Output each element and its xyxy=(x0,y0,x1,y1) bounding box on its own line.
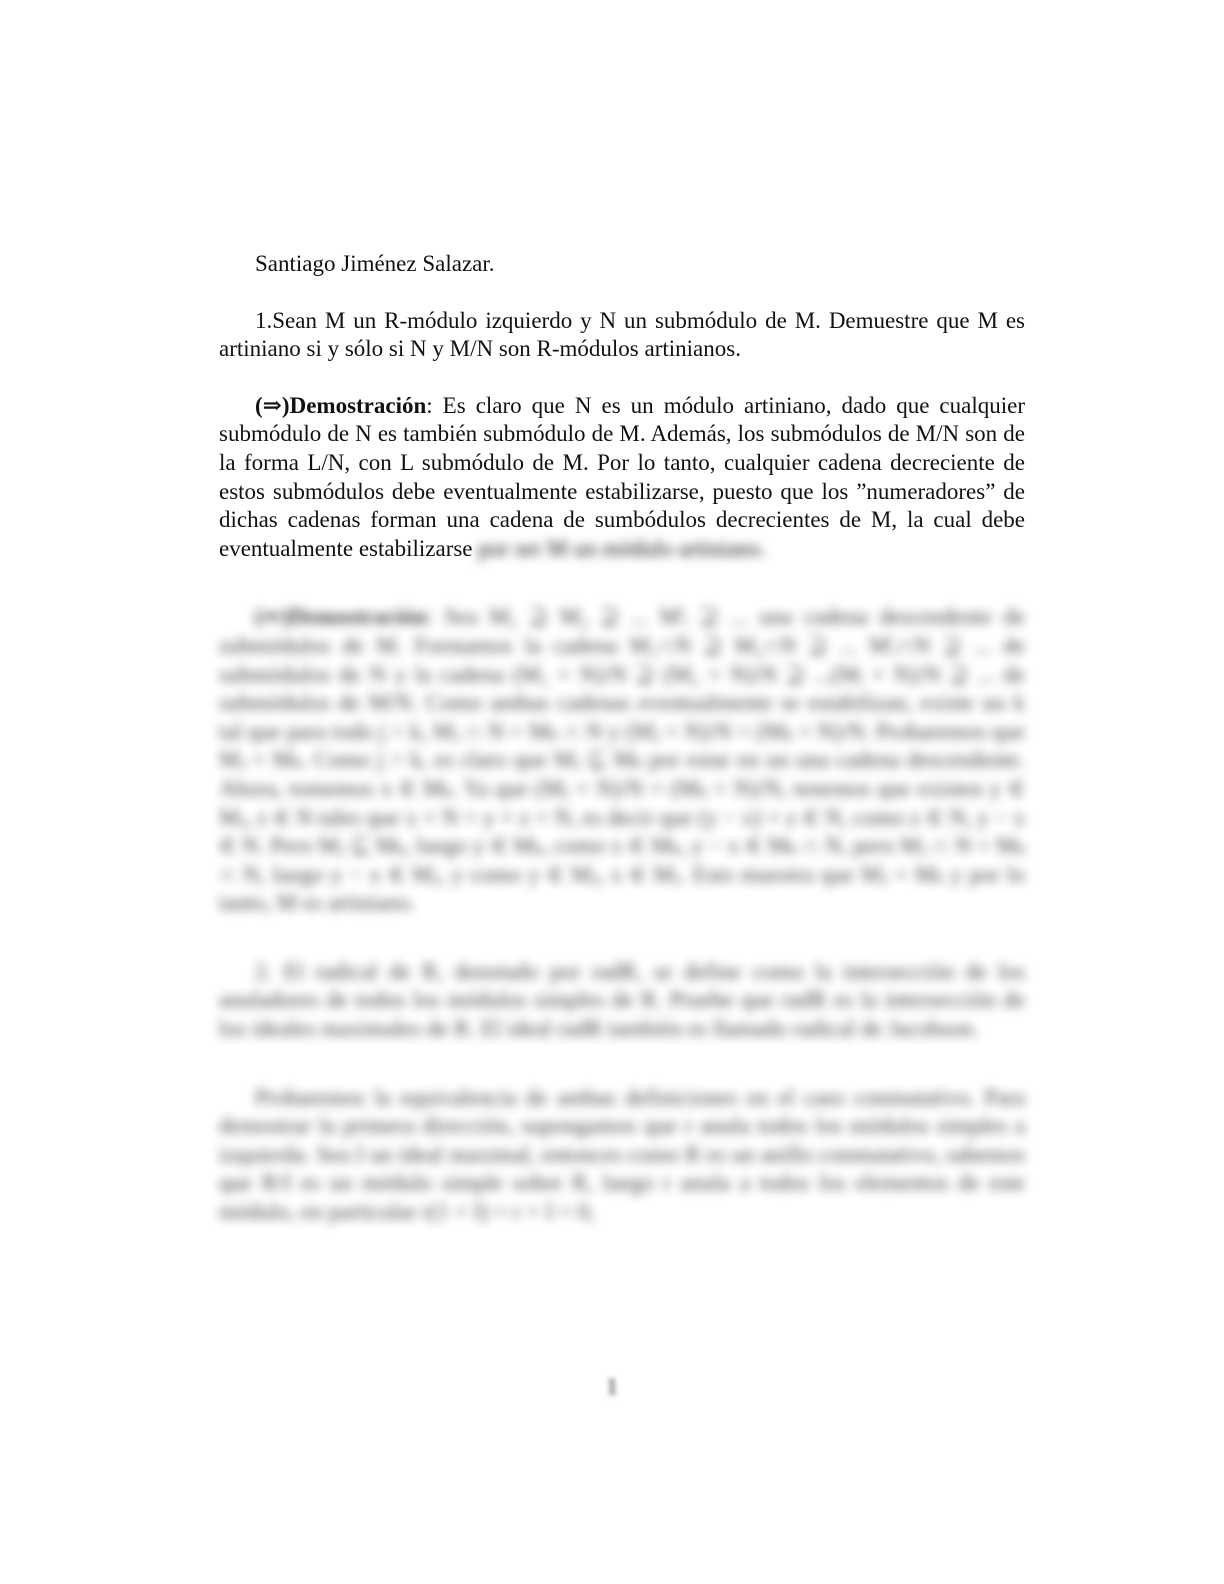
author-name: Santiago Jiménez Salazar. xyxy=(255,251,495,276)
problem-1-statement: 1.Sean M un R-módulo izquierdo y N un submódulo de M. Demuestre que M es artiniano si y sólo si N y M/N son R-módulos artinianos. xyxy=(219,307,1025,362)
proof-forward-last-line: por ser M un módulo artiniano. xyxy=(478,535,766,561)
proof-2: Probaremos la equivalencia de ambas definiciones en el caso conmutativo. Para demostrar la primera dirección, supongamos que r anula todos los módulos simples a izquierda. Sea I un ideal maximal, entonces como R es un anillo conmutativo, sabemos que R/I es un módulo simple sobre R, luego r anula a todos los elementos de este módulo, en particular r(1 + I) = r + I = 0, xyxy=(219,1084,1025,1225)
proof-backward-label: (⇐)Demostración xyxy=(255,604,427,630)
page-number: 1 xyxy=(606,1374,618,1399)
proof-backward xyxy=(219,603,1025,918)
proof-forward-text: : Es claro que N es un módulo artiniano, dado que cualquier submódulo de N es también submódulo de M. Además, los submódulos de M/N son de la forma L/N, con L submódulo de M. Por lo tanto, cualquier cadena decreciente de estos submódulos debe eventualmente estabilizarse, puesto que los ”numeradores” de dichas cadenas forman una cadena de sumbódulos decrecientes de M, la cual debe eventualmente estabilizarse xyxy=(219,392,1025,561)
proof-forward-label: (⇒)Demostración xyxy=(255,392,427,418)
document-body xyxy=(219,250,1025,1255)
problem-2-statement: 2. El radical de R, denotado por radR, se define como la intersección de los anuladores de todos los módulos simples de R. Pruebe que radR es la intersección de los ideales maximales de R. El ideal radR también es llamado radical de Jacobson. xyxy=(219,958,1025,1042)
proof-backward-text: : Sea M₁ ⊇ M₂ ⊇ ... M'ᵢ ⊇ ... una cadena descendente de submódulos de M. Formamos la cadena M₁∩N ⊇ M₂∩N ⊇ ... M'ᵢ∩N ⊇ ... de submódulos de N y la cadena (M₁ + N)/N ⊇ (M₂ + N)/N ⊇ ...(Mᵢ + N)/N ⊇ ... de submódulos de M/N. Como ambas cadenas eventualmente se estabilizan, existe un k tal que para todo j > k, Mⱼ ∩ N = Mₖ ∩ N y (Mⱼ + N)/N = (Mₖ + N)/N. Probaremos que Mⱼ = Mₖ. Como j > k, es claro que Mⱼ ⊆ Mₖ por estar en un una cadena descendente. Ahora, tomemos x ∈ Mₖ. Ya que (Mⱼ + N)/N = (Mₖ + N)/N, tenemos que existen y ∈ Mⱼ, z ∈ N tales que x + N = y + z + N, es decir que (y − x) + z ∈ N, como z ∈ N, y − x ∈ N. Pero Mⱼ ⊆ Mₖ, luego y ∈ Mₖ, como x ∈ Mₖ, y − x ∈ Mₖ ∩ N, pero Mⱼ ∩ N = Mₖ ∩ N, luego y − x ∈ Mⱼ, y como y ∈ Mⱼ, x ∈ Mⱼ. Esto muestra que Mⱼ = Mₖ y por lo tanto, M es artiniano. xyxy=(219,604,1025,916)
proof-forward xyxy=(219,392,1025,564)
